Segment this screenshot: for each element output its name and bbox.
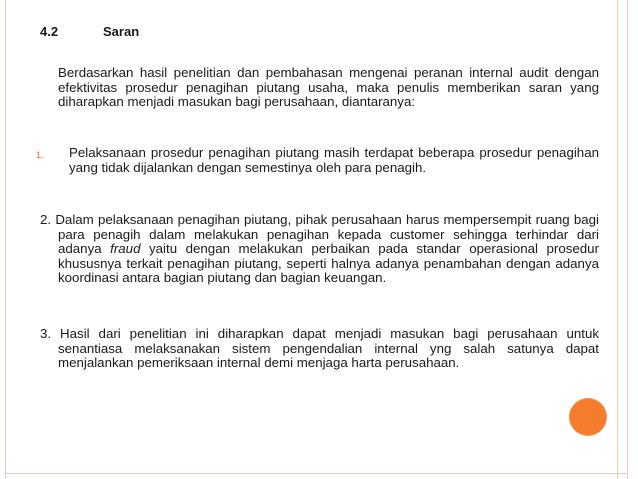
orange-circle-decoration [569,398,607,436]
slide-border-right-outer [617,0,618,479]
suggestion-text-2 [40,213,599,286]
emphasis-fraud: fraud [110,241,141,257]
slide-border-bottom [5,473,627,474]
suggestion-item-3 [40,327,599,371]
slide-border-left [5,0,6,479]
list-marker-1: 1. [36,150,44,160]
suggestion-text-2-before: Dalam pelaksanaan penagihan piutang, pihak perusahaan harus mempersempit ruang bagi para penagih dalam melakukan penagihan kepada customer sehingga terhindar dari adanya [55,212,599,257]
slide-border-right-inner [627,0,628,479]
suggestion-item-1 [36,146,599,175]
suggestion-text-1: Pelaksanaan prosedur penagihan piutang masih terdapat beberapa prosedur penagihan yang tidak dijalankan dengan semestinya oleh para penagih. [69,145,599,175]
list-marker-3: 3. [40,326,52,341]
suggestion-text-2-after: yaitu dengan melakukan perbaikan pada standar operasional prosedur khususnya terkait penagihan piutang, seperti halnya adanya penambahan dengan adanya koordinasi antara bagian piutang dan bagian keuangan. [58,241,599,286]
intro-paragraph: Berdasarkan hasil penelitian dan pembahasan mengenai peranan internal audit dengan efektivitas prosedur penagihan piutang usaha, maka penulis memberikan saran yang diharapkan menjadi masukan bagi perusahaan, diantaranya: [58,65,599,110]
suggestion-item-2 [40,213,599,286]
section-heading [40,24,139,39]
section-title: Saran [103,24,140,39]
suggestion-text-3-body: Hasil dari penelitian ini diharapkan dapat menjadi masukan bagi perusahaan untuk senantiasa melaksanakan sistem pengendalian internal yng salah satunya dapat menjalankan pemeriksaan internal demi menjaga harta perusahaan. [58,326,599,371]
list-marker-2: 2. [40,212,52,227]
section-number: 4.2 [40,24,59,39]
suggestion-text-3 [40,327,599,371]
